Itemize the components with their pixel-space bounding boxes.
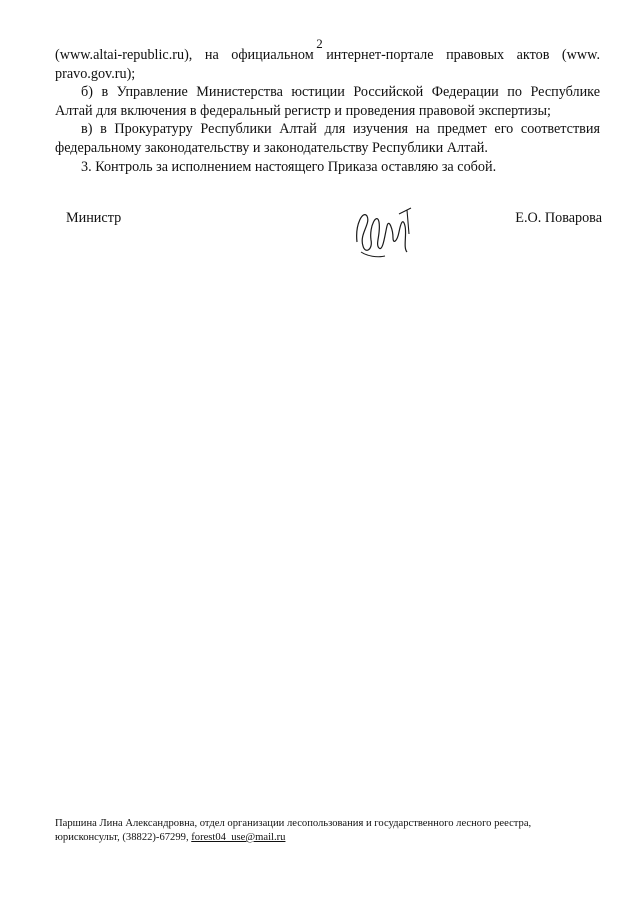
- paragraph-prosecutor: в) в Прокуратуру Республики Алтай для изучения на предмет его соответствия федеральному законодательству и законодательству Республики Алтай.: [55, 121, 600, 156]
- signatory-title: Министр: [66, 210, 122, 226]
- paragraph-ministry-of-justice: б) в Управление Министерства юстиции Российской Федерации по Республике Алтай для включения в федеральный регистр и проведения правовой экспертизы;: [55, 84, 600, 119]
- signature-block: [66, 204, 602, 264]
- email-link[interactable]: forest04_use@mail.ru: [191, 832, 286, 843]
- contact-prefix: юрисконсульт, (38822)-67299,: [55, 832, 192, 843]
- executor-footer: [55, 817, 615, 845]
- paragraph-sites: (www.altai-republic.ru), на официальном интернет-портале правовых актов (www. pravo.gov.ru);: [55, 47, 600, 82]
- signatory-name: Е.О. Поварова: [515, 210, 602, 226]
- paragraph-control: 3. Контроль за исполнением настоящего Приказа оставляю за собой.: [81, 158, 497, 175]
- contact-line: [55, 831, 615, 845]
- executor-line: Паршина Лина Александровна, отдел организации лесопользования и государственного лесного реестра,: [55, 818, 532, 829]
- document-body: [55, 46, 600, 176]
- page-number: 2: [316, 36, 323, 51]
- handwritten-signature: [349, 204, 419, 264]
